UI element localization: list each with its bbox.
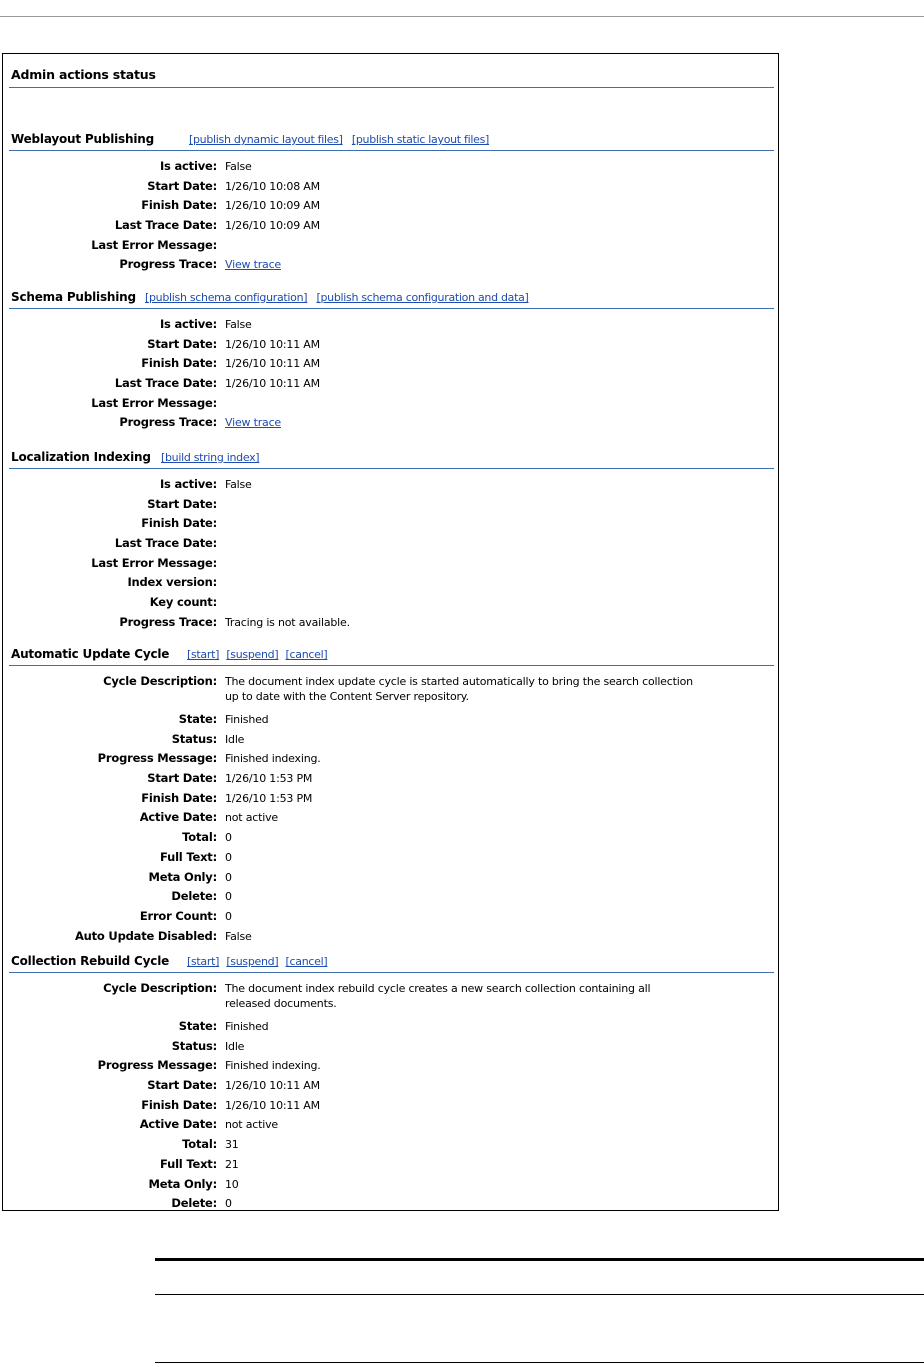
suspend-link[interactable]: [suspend] (226, 648, 279, 661)
row-last-trace-date: Last Trace Date: 1/26/10 10:09 AM (114, 218, 320, 233)
build-string-index-link[interactable]: [build string index] (161, 451, 260, 464)
row-auto-update-disabled: Auto Update Disabled: False (74, 928, 252, 943)
row-active-date: Active Date: not active (139, 810, 278, 825)
row-state: State: Finished (178, 712, 269, 726)
start-link[interactable]: [start] (187, 648, 220, 661)
section-localization-indexing (9, 448, 774, 633)
note-top-rule (155, 1258, 924, 1261)
row-state: State: Finished (178, 1019, 269, 1033)
row-total: Total: 0 (182, 830, 232, 845)
section-header (9, 130, 774, 151)
suspend-link[interactable]: [suspend] (226, 955, 279, 968)
publish-static-layout-files-link[interactable]: [publish static layout files] (351, 133, 489, 146)
detail-rows (9, 979, 774, 1211)
section-header (9, 288, 774, 309)
section-title: Schema Publishing (11, 290, 136, 304)
publish-schema-configuration-link[interactable]: [publish schema configuration] (145, 291, 308, 304)
start-link[interactable]: [start] (187, 955, 220, 968)
detail-rows (9, 315, 774, 433)
row-last-error-message: Last Error Message: (91, 237, 217, 252)
row-error-count: Error Count: 0 (139, 908, 232, 923)
row-meta-only: Meta Only: 10 (148, 1176, 239, 1191)
row-start-date: Start Date: 1/26/10 10:11 AM (147, 1078, 320, 1093)
row-status: Status: Idle (171, 1038, 245, 1053)
detail-rows (9, 672, 774, 946)
row-progress-trace: Progress Trace: Tracing is not available. (119, 614, 350, 629)
row-progress-trace: Progress Trace: View trace (119, 415, 281, 430)
row-finish-date: Finish Date: (141, 516, 217, 531)
row-finish-date: Finish Date: 1/26/10 1:53 PM (141, 790, 313, 805)
row-start-date: Start Date: 1/26/10 1:53 PM (147, 771, 313, 786)
row-delete: Delete: 0 (171, 1196, 232, 1211)
section-header (9, 952, 774, 973)
section-title: Collection Rebuild Cycle (11, 954, 170, 968)
section-actions (187, 955, 333, 968)
row-status: Status: Idle (171, 731, 245, 746)
row-is-active: Is active: False (159, 477, 252, 491)
row-cycle-description: Cycle Description: The document index update cycle is started automatically to bring the search collection up to date with the Content Server repository. (103, 674, 693, 703)
section-automatic-update-cycle (9, 645, 774, 946)
panel-title: Admin actions status (11, 67, 156, 82)
section-title: Automatic Update Cycle (11, 647, 170, 661)
section-header (9, 448, 774, 469)
section-header (9, 645, 774, 666)
note-divider (155, 1294, 924, 1295)
page-top-rule (0, 16, 924, 17)
row-is-active: Is active: False (159, 317, 252, 331)
section-actions (189, 133, 495, 146)
row-finish-date: Finish Date: 1/26/10 10:11 AM (141, 356, 320, 371)
section-title: Localization Indexing (11, 450, 151, 464)
row-active-date: Active Date: not active (139, 1117, 278, 1132)
view-trace-link[interactable]: View trace (225, 416, 281, 430)
row-meta-only: Meta Only: 0 (148, 869, 232, 884)
section-schema-publishing (9, 288, 774, 433)
row-delete: Delete: 0 (171, 889, 232, 904)
section-title: Weblayout Publishing (11, 132, 154, 146)
row-full-text: Full Text: 21 (160, 1156, 239, 1171)
admin-actions-status-panel (2, 53, 779, 1211)
note-bottom-rule (155, 1362, 924, 1363)
row-last-trace-date: Last Trace Date: (114, 536, 217, 551)
row-index-version: Index version: (127, 575, 217, 590)
section-actions (145, 291, 535, 304)
row-progress-message: Progress Message: Finished indexing. (97, 751, 321, 766)
row-start-date: Start Date: 1/26/10 10:11 AM (147, 336, 320, 351)
section-actions (187, 648, 333, 661)
row-progress-trace: Progress Trace: View trace (119, 257, 281, 272)
detail-rows (9, 157, 774, 275)
section-collection-rebuild-cycle (9, 952, 774, 1211)
publish-dynamic-layout-files-link[interactable]: [publish dynamic layout files] (189, 133, 343, 146)
row-start-date: Start Date: 1/26/10 10:08 AM (147, 178, 320, 193)
publish-schema-configuration-and-data-link[interactable]: [publish schema configuration and data] (316, 291, 529, 304)
row-finish-date: Finish Date: 1/26/10 10:09 AM (141, 198, 320, 213)
view-trace-link[interactable]: View trace (225, 258, 281, 272)
section-weblayout-publishing (9, 130, 774, 275)
row-last-error-message: Last Error Message: (91, 555, 217, 570)
row-start-date: Start Date: (147, 496, 217, 511)
row-progress-message: Progress Message: Finished indexing. (97, 1058, 321, 1073)
row-key-count: Key count: (149, 595, 217, 610)
row-total: Total: 31 (182, 1137, 239, 1152)
row-finish-date: Finish Date: 1/26/10 10:11 AM (141, 1097, 320, 1112)
cancel-link[interactable]: [cancel] (285, 648, 328, 661)
section-actions (161, 451, 265, 464)
row-last-trace-date: Last Trace Date: 1/26/10 10:11 AM (114, 376, 320, 391)
detail-rows (9, 475, 774, 633)
row-last-error-message: Last Error Message: (91, 395, 217, 410)
panel-title-divider (9, 87, 774, 88)
row-cycle-description: Cycle Description: The document index rebuild cycle creates a new search collection containing all released documents. (103, 981, 651, 1010)
row-is-active: Is active: False (159, 159, 252, 173)
row-full-text: Full Text: 0 (160, 849, 232, 864)
cancel-link[interactable]: [cancel] (285, 955, 328, 968)
